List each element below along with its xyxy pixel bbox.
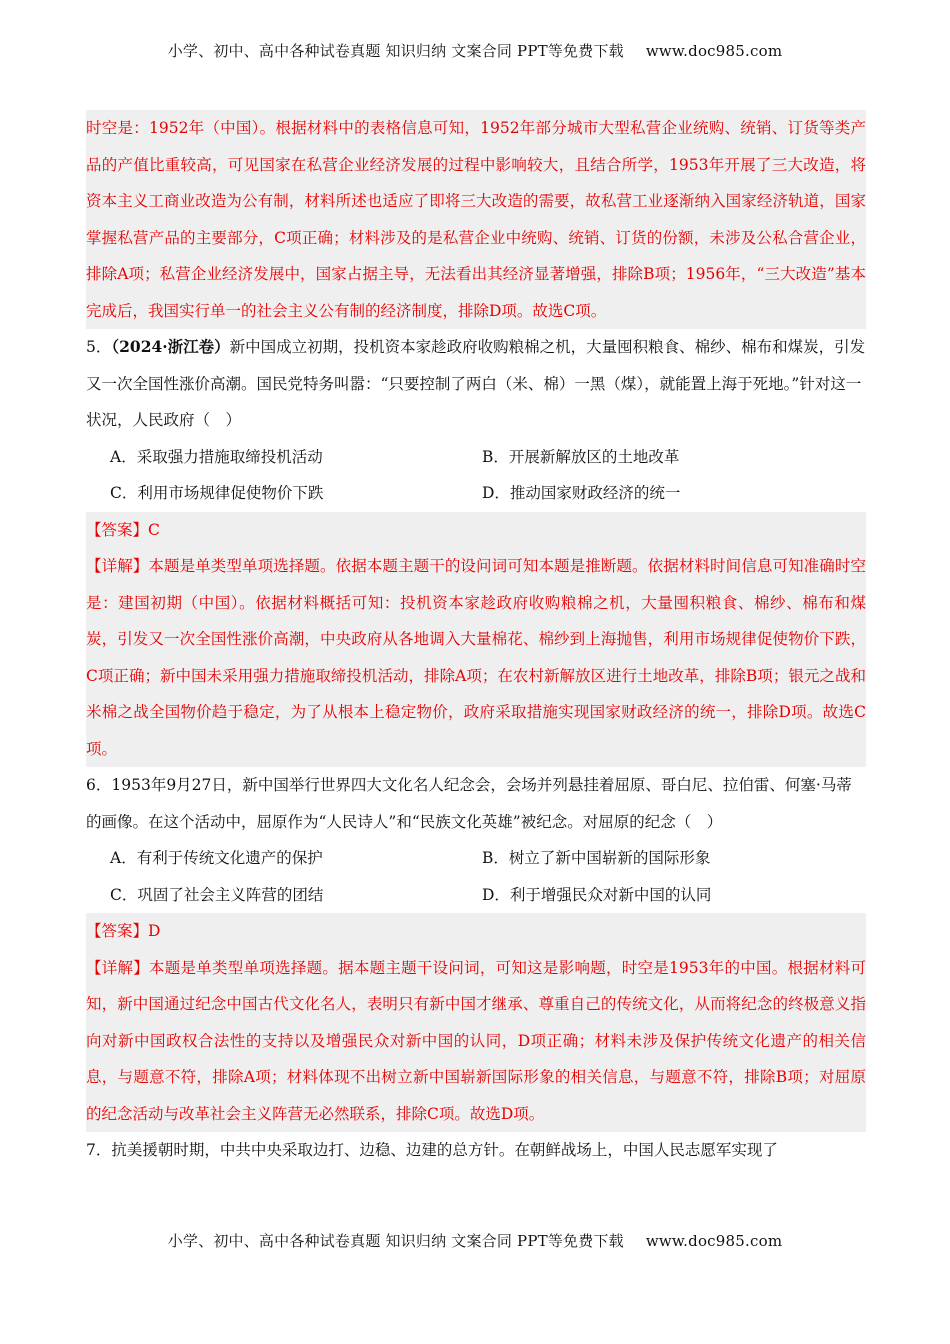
question-6-solution	[86, 913, 866, 1132]
question-7-text: 抗美援朝时期，中共中央采取边打、边稳、边建的总方针。在朝鲜战场上，中国人民志愿军实现了	[111, 1141, 778, 1159]
option-b: B．开展新解放区的土地改革	[482, 447, 680, 466]
question-5-text: 新中国成立初期，投机资本家趁政府收购粮棉之机，大量囤积粮食、棉纱、棉布和煤炭，引发又一次全国性涨价高潮。国民党特务叫嚣：“只要控制了两白（米、棉）一黑（煤），就能置上海于死地。”针对这一状况，人民政府（ ）	[86, 338, 866, 429]
question-5	[86, 329, 866, 767]
detail-text: 本题是单类型单项选择题。据本题主题干设问词，可知这是影响题，时空是1953年的中国。根据材料可知，新中国通过纪念中国古代文化名人，表明只有新中国才继承、尊重自己的传统文化，从而将纪念的终极意义指向对新中国政权合法性的支持以及增强民众对新中国的认同，D项正确；材料未涉及保护传统文化遗产的相关信息，与题意不符，排除A项；材料体现不出树立新中国崭新国际形象的相关信息，与题意不符，排除B项；对屈原的纪念活动与改革社会主义阵营无必然联系，排除C项。故选D项。	[86, 958, 866, 1123]
question-5-options	[86, 439, 866, 512]
option-c: C．利用市场规律促使物价下跌	[110, 484, 324, 502]
answer-value: C	[148, 520, 160, 539]
detail-label: 【详解】	[86, 557, 149, 575]
question-5-stem	[86, 329, 866, 439]
question-6-stem	[86, 767, 866, 840]
footer-url[interactable]: www.doc985.com	[645, 1232, 783, 1250]
page-header	[0, 40, 950, 61]
question-7-stem	[86, 1132, 866, 1169]
question-5-detail	[86, 548, 866, 767]
option-d: D．利于增强民众对新中国的认同	[482, 885, 712, 904]
option-d: D．推动国家财政经济的统一	[482, 484, 681, 502]
header-text: 小学、初中、高中各种试卷真题 知识归纳 文案合同 PPT等免费下载	[167, 42, 624, 60]
question-7	[86, 1132, 866, 1169]
detail-text: 本题是单类型单项选择题。依据本题主题干的设问词可知本题是推断题。依据材料时间信息可知准确时空是：建国初期（中国）。依据材料概括可知：投机资本家趁政府收购粮棉之机，大量囤积粮食、棉纱、棉布和煤炭，引发又一次全国性涨价高潮，中央政府从各地调入大量棉花、棉纱到上海抛售，利用市场规律促使物价下跌，C项正确；新中国未采用强力措施取缔投机活动，排除A项；在农村新解放区进行土地改革，排除B项；银元之战和米棉之战全国物价趋于稳定，为了从根本上稳定物价，政府采取措施实现国家财政经济的统一，排除D项。故选C项。	[86, 557, 866, 758]
prev-explanation-block	[86, 110, 866, 329]
answer-label: 【答案】	[86, 520, 149, 539]
footer-text: 小学、初中、高中各种试卷真题 知识归纳 文案合同 PPT等免费下载	[167, 1232, 624, 1250]
option-c: C．巩固了社会主义阵营的团结	[110, 885, 324, 904]
option-b: B．树立了新中国崭新的国际形象	[482, 849, 711, 867]
question-5-source: （2024·浙江卷）	[111, 337, 230, 356]
question-5-number: 5．	[86, 338, 112, 356]
question-5-answer	[86, 512, 866, 549]
prev-explanation: 时空是：1952年（中国）。根据材料中的表格信息可知，1952年部分城市大型私营企业统购、统销、订货等类产品的产值比重较高，可见国家在私营企业经济发展的过程中影响较大，且结合所学，1953年开展了三大改造，将资本主义工商业改造为公有制，材料所述也适应了即将三大改造的需要，故私营工业逐渐纳入国家经济轨道，国家掌握私营产品的主要部分，C项正确；材料涉及的是私营企业中统购、统销、订货的份额，未涉及公私合营企业，排除A项；私营企业经济发展中，国家占据主导，无法看出其经济显著增强，排除B项；1956年，“三大改造”基本完成后，我国实行单一的社会主义公有制的经济制度，排除D项。故选C项。	[86, 119, 866, 320]
question-7-number: 7．	[86, 1141, 112, 1159]
question-6-text: 1953年9月27日，新中国举行世界四大文化名人纪念会，会场并列悬挂着屈原、哥白尼、拉伯雷、何塞·马蒂的画像。在这个活动中，屈原作为“人民诗人”和“民族文化英雄”被纪念。对屈原的纪念（ ）	[86, 776, 852, 831]
question-5-solution	[86, 512, 866, 768]
question-6-number: 6．	[86, 776, 112, 794]
header-url[interactable]: www.doc985.com	[645, 42, 783, 60]
answer-value: D	[148, 922, 161, 940]
answer-label: 【答案】	[86, 922, 149, 940]
page-footer	[0, 1230, 950, 1251]
question-6-options	[86, 840, 866, 913]
option-a: A．采取强力措施取缔投机活动	[110, 447, 323, 466]
page-content	[86, 110, 866, 1169]
question-6-answer	[86, 913, 866, 950]
question-6	[86, 767, 866, 1132]
question-6-detail	[86, 950, 866, 1133]
option-a: A．有利于传统文化遗产的保护	[110, 849, 323, 867]
detail-label: 【详解】	[86, 958, 150, 977]
